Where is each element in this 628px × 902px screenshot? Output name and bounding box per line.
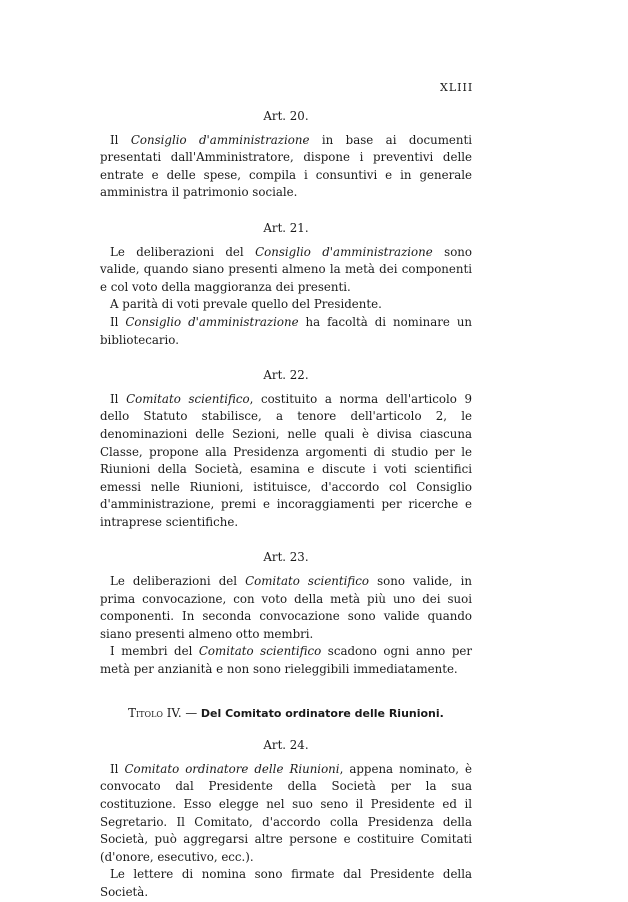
section-title-prefix: Titolo IV. xyxy=(128,705,182,720)
article-paragraph: Il Comitato ordinatore delle Riunioni, appena nominato, è convocato dal Presidente della Società per la sua costituzione. Esso elegge nel suo seno il Presidente ed il Segretario. Il Comitato, d'accordo colla Presidenza della Società, può aggregarsi altre persone e costituire Comitati (d'onore, esecutivo, ecc.). xyxy=(100,761,472,864)
article-heading: Art. 20. xyxy=(263,109,309,123)
article-paragraph: Le lettere di nomina sono firmate dal Presidente della Società. xyxy=(100,867,472,899)
article-paragraph: Il Consiglio d'amministrazione in base ai documenti presentati dall'Amministratore, dispone i preventivi delle entrate e delle spese, compila i consuntivi e in generale amministra il patrimonio sociale. xyxy=(100,132,473,200)
section-title-dash: — xyxy=(181,705,201,720)
italic-term: Consiglio d'amministrazione xyxy=(125,314,299,329)
article-22 xyxy=(100,367,472,531)
article-paragraph: Le deliberazioni del Comitato scientifico sono valide, in prima convocazione, con voto della metà più uno dei suoi componenti. In seconda convocazione sono valide quando siano presenti almeno otto membri. xyxy=(100,574,472,641)
document-body xyxy=(100,108,472,902)
article-20 xyxy=(100,108,472,202)
article-paragraph: Il Consiglio d'amministrazione ha facoltà di nominare un bibliotecario. xyxy=(100,314,473,347)
italic-term: Consiglio d'amministrazione xyxy=(130,132,310,147)
article-23 xyxy=(100,549,472,678)
italic-term: Comitato ordinatore delle Riunioni xyxy=(124,761,340,776)
article-21 xyxy=(100,220,472,349)
italic-term: Comitato scientifico xyxy=(245,574,369,589)
article-paragraph: A parità di voti prevale quello del Presidente. xyxy=(110,297,382,312)
article-24 xyxy=(100,737,472,901)
article-paragraph: Il Comitato scientifico, costituito a norma dell'articolo 9 dello Statuto stabilisce, a tenore dell'articolo 2, le denominazioni delle Sezioni, nelle quali è divisa ciascuna Classe, propone alla Presidenza argomenti di studio per le Riunioni della Società, esamina e discute i voti scientifici emessi nelle Riunioni, istituisce, d'accordo col Consiglio d'amministrazione, premi e incoraggiamenti per ricerche e intraprese scientifiche. xyxy=(100,391,473,529)
page-number: XLIII xyxy=(440,81,474,94)
section-title xyxy=(100,705,472,723)
article-heading: Art. 23. xyxy=(263,550,309,565)
section-title-text: Del Comitato ordinatore delle Riunioni. xyxy=(200,706,444,720)
article-heading: Art. 22. xyxy=(263,368,309,383)
italic-term: Comitato scientifico xyxy=(126,391,250,406)
italic-term: Comitato scientifico xyxy=(198,644,322,659)
article-paragraph: I membri del Comitato scientifico scadono ogni anno per metà per anzianità e non sono rieleggibili immediatamente. xyxy=(100,644,472,677)
article-heading: Art. 24. xyxy=(263,738,309,753)
article-heading: Art. 21. xyxy=(263,220,309,235)
article-paragraph: Le deliberazioni del Consiglio d'amministrazione sono valide, quando siano presenti almeno la metà dei componenti e col voto della maggioranza dei presenti. xyxy=(100,244,472,294)
italic-term: Consiglio d'amministrazione xyxy=(255,244,433,259)
